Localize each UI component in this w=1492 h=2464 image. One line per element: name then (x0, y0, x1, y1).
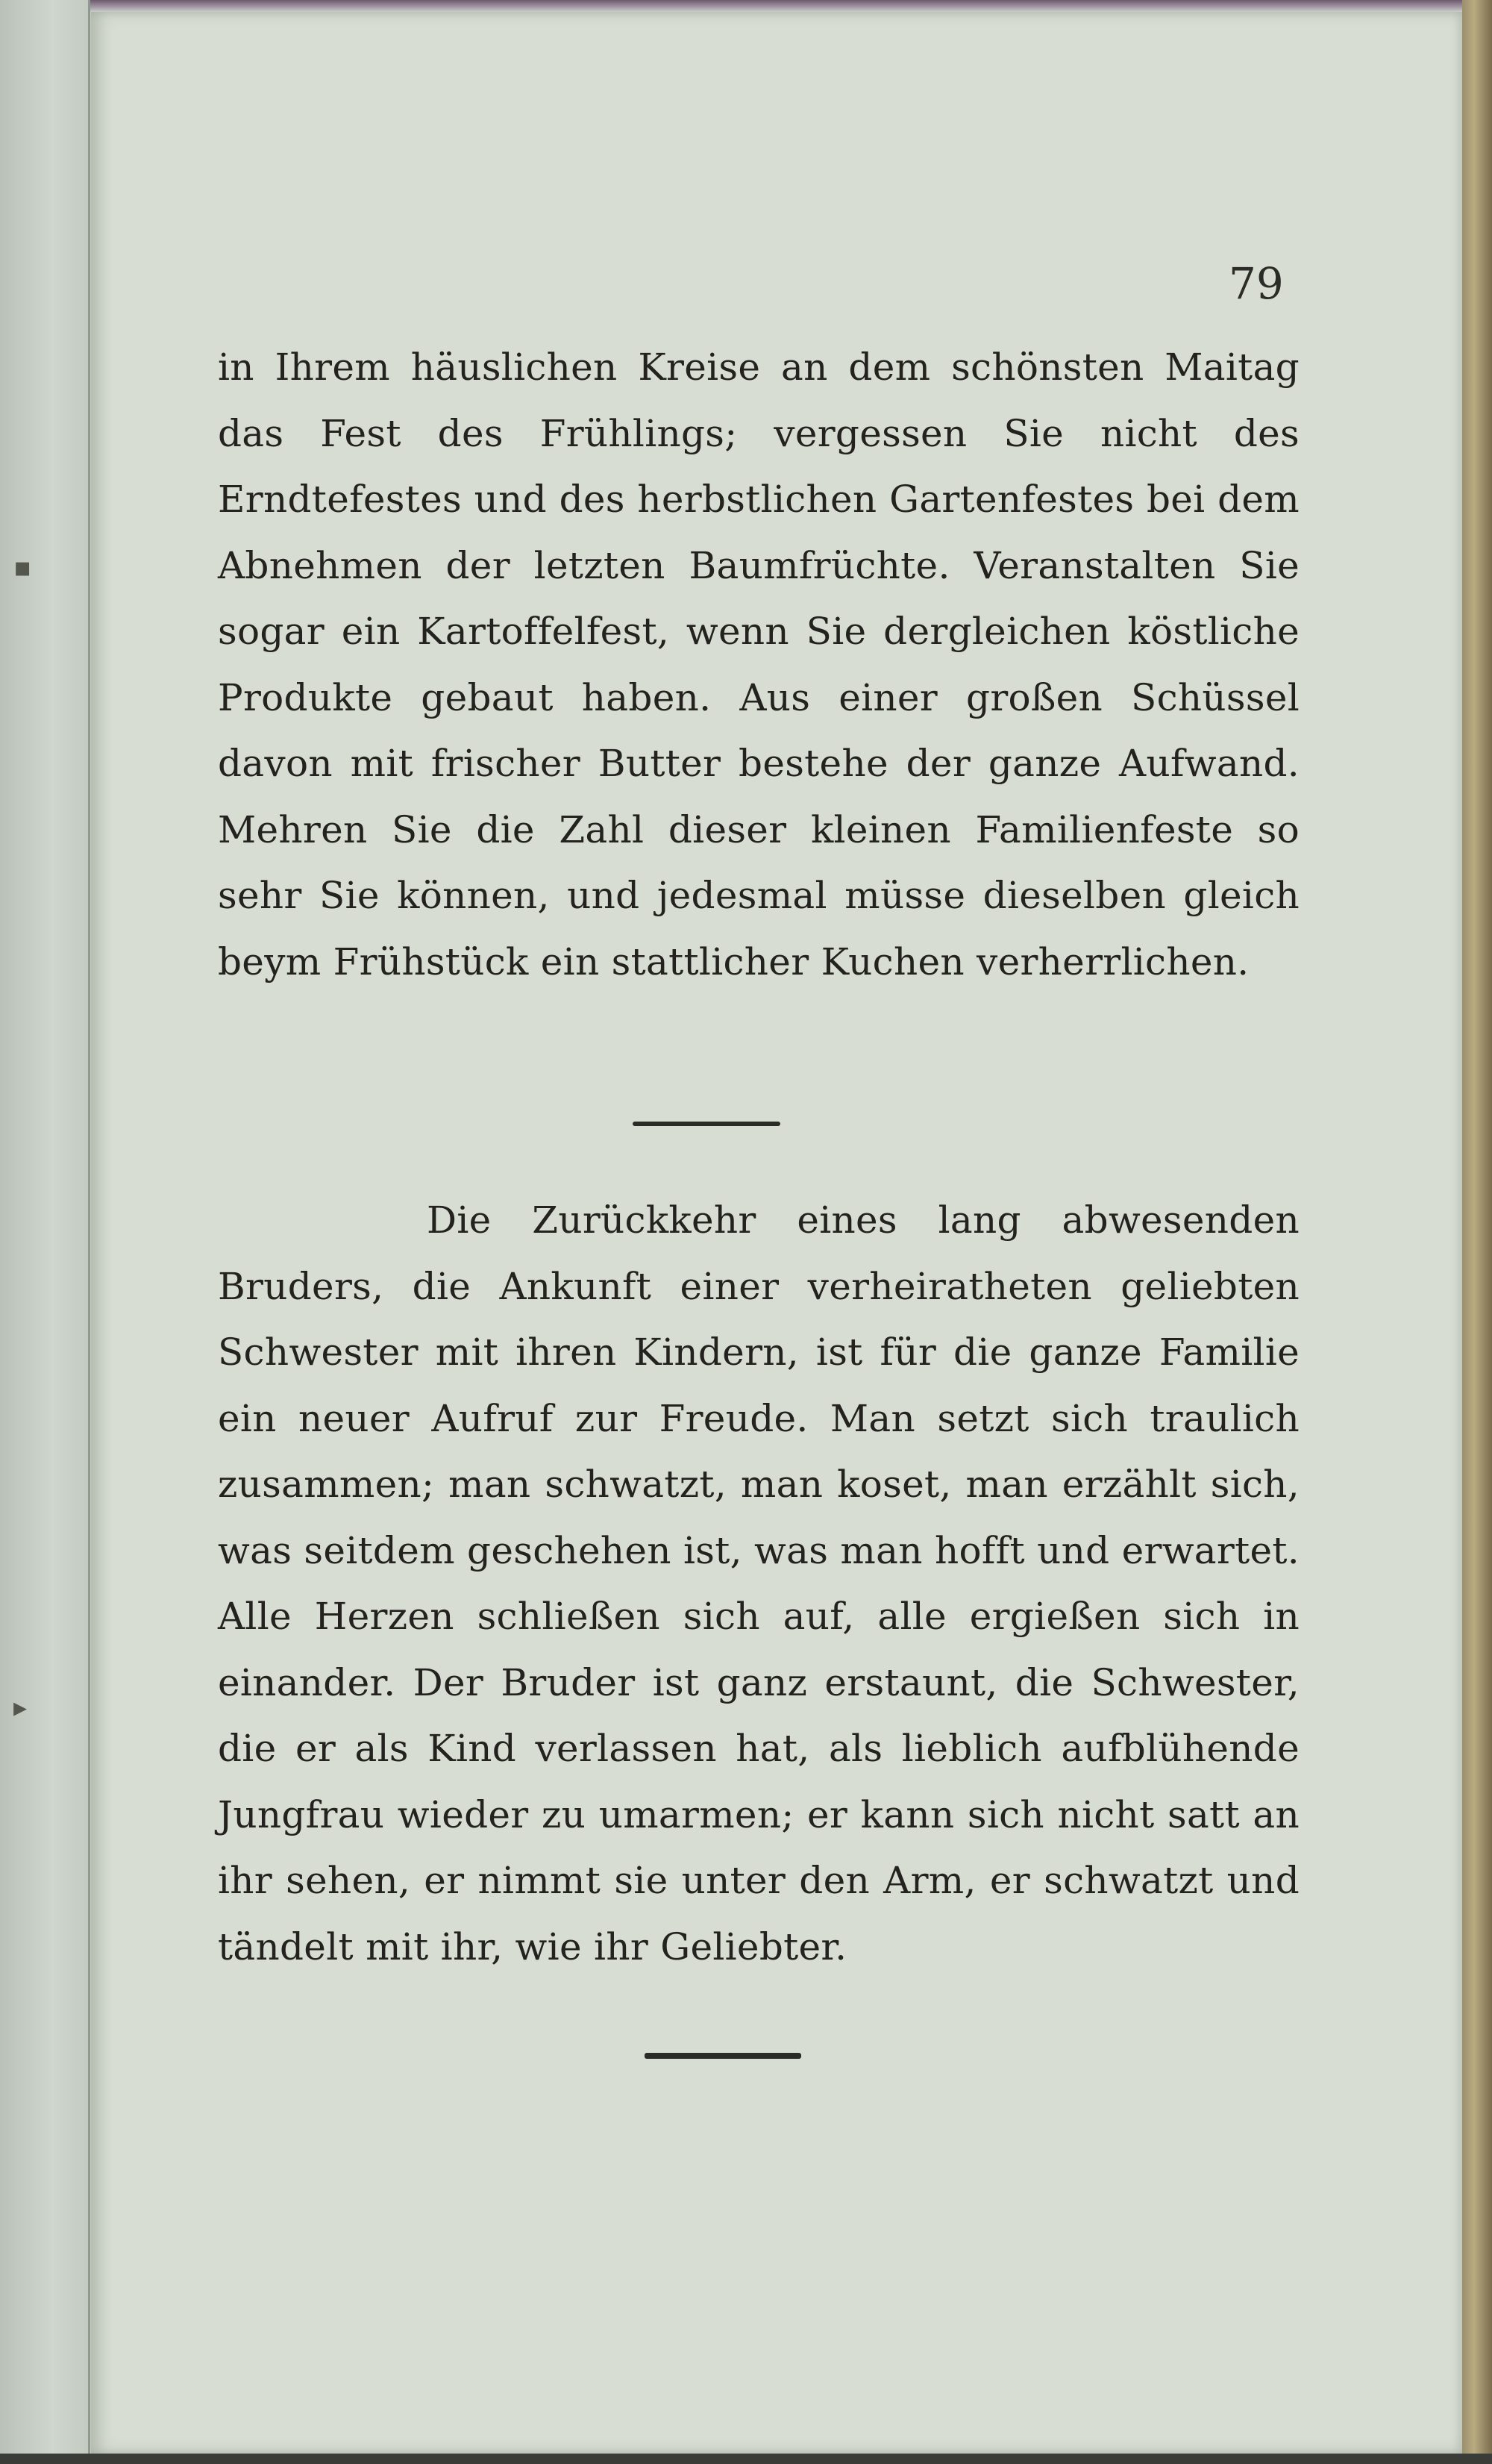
end-divider (645, 2053, 801, 2059)
left-page-edge (0, 0, 90, 2464)
paragraph: in Ihrem häuslichen Kreise an dem schönsten Maitag das Fest des Frühlings; vergessen Sie nicht des Erndtefestes und des herbstlichen Gartenfestes bei dem Abnehmen der letzten Baumfrüchte. Veranstalten Sie sogar ein Kartoffelfest, wenn Sie dergleichen köstliche Produkte gebaut haben. Aus einer großen Schüssel davon mit frischer Butter bestehe der ganze Aufwand. Mehren Sie die Zahl dieser kleinen Familienfeste so sehr Sie können, und jedesmal müsse dieselben gleich beym Frühstück ein stattlicher Kuchen verherrlichen. (218, 345, 1300, 984)
margin-mark: ▪ (13, 552, 32, 583)
page-number: 79 (1229, 258, 1284, 309)
section-divider (633, 1122, 780, 1126)
book-page (91, 12, 1462, 2454)
margin-mark: ▸ (13, 1692, 28, 1723)
paragraph: Die Zurückkehr eines lang abwesenden Bruders, die Ankunft einer verheiratheten geliebten Schwester mit ihren Kindern, ist für die ganze Familie ein neuer Aufruf zur Freude. Man setzt sich traulich zusammen; man schwatzt, man koset, man erzählt sich, was seitdem geschehen ist, was man hofft und erwartet. Alle Herzen schließen sich auf, alle ergießen sich in einander. Der Bruder ist ganz erstaunt, die Schwester, die er als Kind verlassen hat, als lieblich aufblühende Jungfrau wieder zu umarmen; er kann sich nicht satt an ihr sehen, er nimmt sie unter den Arm, er schwatzt und tändelt mit ihr, wie ihr Geliebter. (218, 1198, 1300, 1969)
top-edge (0, 0, 1492, 12)
book-cover-edge (1462, 0, 1492, 2464)
bottom-edge (0, 2454, 1492, 2464)
